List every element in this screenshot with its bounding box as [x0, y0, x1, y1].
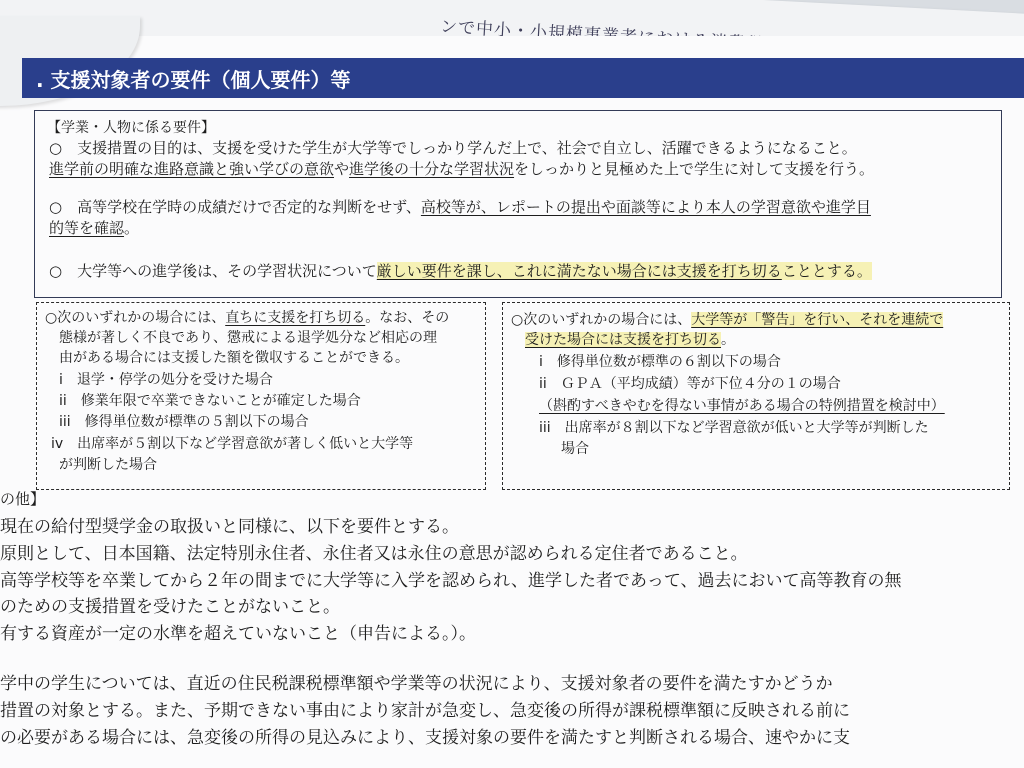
requirement-2-end: 。: [124, 219, 140, 237]
warning-termination-box: [502, 302, 1010, 490]
requirement-3-line: [49, 261, 872, 281]
right-box-item-2: ii ＧＰＡ（平均成績）等が下位４分の１の場合: [539, 376, 841, 392]
section-title-bar: [22, 58, 1024, 98]
other-line-1: 現在の給付型奨学金の取扱いと同様に、以下を要件とする。: [0, 517, 459, 537]
requirement-1-underline-1: 進学前の明確な進路意識と強い学びの意欲: [49, 160, 335, 178]
right-box-item-1: i 修得単位数が標準の６割以下の場合: [539, 354, 781, 370]
left-box-item-4-cont: が判断した場合: [59, 457, 157, 473]
document-page: [0, 36, 1024, 768]
other-heading: の他】: [0, 490, 46, 508]
right-box-pre: ○次のいずれかの場合には、: [511, 312, 692, 328]
academic-requirements-box: [34, 110, 1002, 298]
left-box-item-1: i 退学・停学の処分を受けた場合: [59, 372, 273, 388]
requirement-1-end: をしっかりと見極めた上で学生に対して支援を行う。: [514, 160, 875, 178]
left-box-line-1: [45, 309, 449, 329]
right-box-note: （斟酌すべきやむを得ない事情がある場合の特例措置を検討中）: [539, 398, 945, 414]
other-line-2: 原則として、日本国籍、法定特別永住者、永住者又は永住の意思が認められる定住者であること。: [0, 544, 748, 564]
left-box-item-3: iii 修得単位数が標準の５割以下の場合: [59, 414, 309, 430]
left-box-underline: 直ちに支援を打ち切る: [225, 310, 366, 326]
requirement-1-line-1: ○ 支援措置の目的は、支援を受けた学生が大学等でしっかり学んだ上で、社会で自立し、活躍できるようになること。: [49, 139, 857, 157]
requirement-1-line-2: [49, 159, 874, 179]
requirement-2-underline: 高校等が、レポートの提出や面談等により本人の学習意欲や進学目: [420, 198, 871, 216]
requirement-3-underline: 厳しい要件を課し、これに満たない場合には支援を打ち切る: [376, 262, 782, 280]
other-line-8: の必要がある場合には、急変後の所得の見込みにより、支援対象の要件を満たすと判断される場合、速やかに支: [0, 728, 850, 748]
immediate-termination-box: [36, 302, 486, 490]
left-box-line-3: 由がある場合には支援した額を徴収することができる。: [59, 350, 409, 366]
other-line-4: のための支援措置を受けたことがないこと。: [0, 597, 340, 617]
right-box-item-3-cont: 場合: [561, 441, 589, 457]
right-box-underline: 大学等が「警告」を行い、それを連続で: [691, 312, 944, 328]
right-box-item-3: iii 出席率が８割以下など学習意欲が低いと大学等が判断した: [539, 420, 929, 436]
requirement-2-line-1: [49, 197, 871, 217]
requirement-1-mid: や: [334, 160, 350, 178]
right-box-line-1: [511, 311, 943, 331]
other-line-5: 有する資産が一定の水準を超えていないこと（申告による。）。: [0, 624, 476, 644]
requirement-1-underline-2: 進学後の十分な学習状況: [349, 160, 515, 178]
requirement-3-end: こととする。: [781, 262, 872, 280]
right-box-underline-cont: 受けた場合には支援を打ち切る: [525, 332, 721, 348]
section-title: . 支援対象者の要件（個人要件）等: [36, 67, 351, 92]
other-line-3: 高等学校等を卒業してから２年の間までに大学等に入学を認められ、進学した者であって、過去において高等教育の無: [0, 571, 902, 591]
other-line-7: 措置の対象とする。また、予期できない事由により家計が急変し、急変後の所得が課税標準額に反映される前に: [0, 701, 850, 721]
right-box-line-2-end: 。: [721, 332, 735, 348]
requirement-2-underline-cont: 的等を確認: [49, 219, 125, 237]
requirement-2-pre: ○ 高等学校在学時の成績だけで否定的な判断をせず、: [49, 198, 421, 216]
left-box-item-2: ii 修業年限で卒業できないことが確定した場合: [59, 393, 361, 409]
right-box-line-2: [525, 331, 735, 351]
other-line-6: 学中の学生については、直近の住民税課税標準額や学業等の状況により、支援対象者の要件を満たすかどうか: [0, 674, 833, 694]
left-box-line-2: 態様が著しく不良であり、懲戒による退学処分など相応の理: [59, 330, 437, 346]
requirement-2-line-2: [49, 218, 139, 238]
requirement-3-pre: ○ 大学等への進学後は、その学習状況について: [49, 262, 377, 280]
left-box-line-1-end: 。なお、その: [365, 310, 450, 326]
left-box-item-4: iv 出席率が５割以下など学習意欲が著しく低いと大学等: [51, 436, 414, 452]
requirements-heading: 【学業・人物に係る要件】: [47, 120, 215, 136]
left-box-pre: ○次のいずれかの場合には、: [45, 310, 226, 326]
